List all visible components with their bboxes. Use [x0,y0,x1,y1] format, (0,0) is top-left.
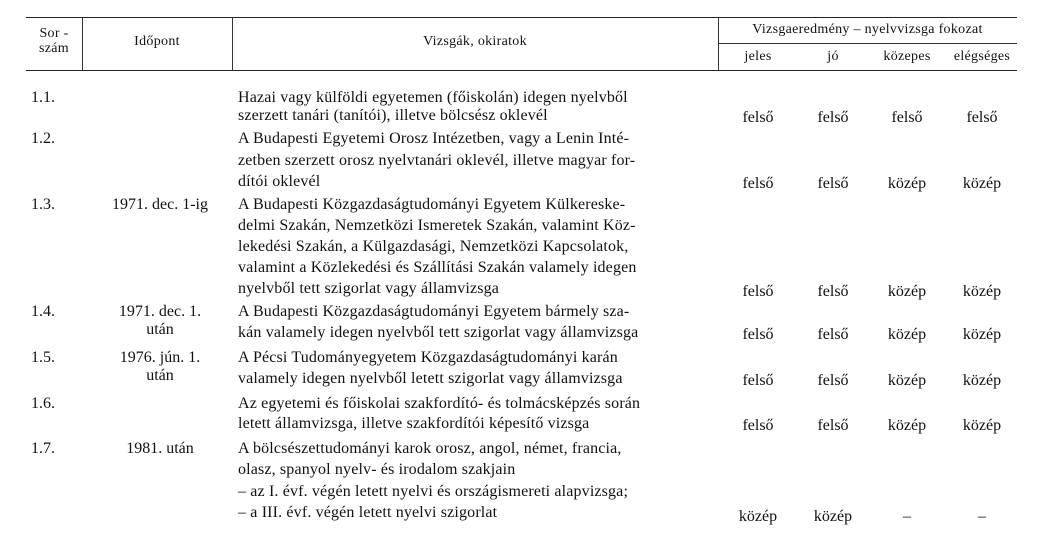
header-bottom-rule [26,70,1017,71]
grade-kozepes: közép [887,175,927,192]
table-top-rule [26,17,1017,18]
grade-kozepes: felső [891,109,923,126]
row-description: A Pécsi Tudományegyetem Közgazdaságtudományi karán [238,349,618,366]
row-description: delmi Szakán, Nemzetközi Ismeretek Szakán, valamint Köz- [238,217,636,234]
grade-jeles: felső [742,326,774,343]
row-date: 1971. dec. 1-ig [112,196,208,213]
header-grade-kozepes: közepes [883,49,931,64]
row-description: – a III. évf. végén letett nyelvi szigorlat [238,504,498,521]
header-result: Vizsgaeredmény – nyelvvizsga fokozat [752,22,983,37]
header-no-line1: Sor - [39,26,69,41]
row-description: valamint a Közlekedési és Szállítási Szakán valamely idegen [238,259,637,276]
grade-elegseges: – [978,508,986,525]
row-description: nyelvből tett szigorlat vagy államvizsga [238,280,500,297]
row-number: 1.3. [31,196,55,213]
row-date: után [146,367,174,384]
header-exams: Vizsgák, okiratok [423,34,527,49]
header-date: Időpont [134,34,180,49]
grade-jeles: felső [742,417,774,434]
grade-jeles: közép [738,508,778,525]
row-description: – az I. évf. végén letett nyelvi és országismereti alapvizsga; [238,483,629,500]
row-number: 1.4. [31,303,55,320]
grade-kozepes: közép [887,283,927,300]
row-description: lekedési Szakán, a Külgazdasági, Nemzetközi Kapcsolatok, [238,238,629,255]
row-date: után [146,321,174,338]
grade-jo: felső [817,175,849,192]
row-description: Hazai vagy külföldi egyetemen (főiskolán) idegen nyelvből [238,89,628,106]
grade-jeles: felső [742,372,774,389]
row-description: kán valamely idegen nyelvből tett szigorlat vagy államvizsga [238,324,639,341]
grade-jo: felső [817,372,849,389]
row-description: A Budapesti Egyetemi Orosz Intézetben, vagy a Lenin Inté- [238,130,630,147]
grade-elegseges: közép [962,372,1002,389]
grade-jo: felső [817,109,849,126]
row-date: 1981. után [126,440,194,457]
row-date: 1976. jún. 1. [119,349,201,366]
header-grade-jeles: jeles [744,49,772,64]
grade-kozepes: közép [887,372,927,389]
row-date: 1971. dec. 1. [118,303,202,320]
row-description: Az egyetemi és főiskolai szakfordító- és tolmácsképzés során [238,395,641,412]
row-description: letett államvizsga, illetve szakfordítói képesítő vizsga [238,415,590,432]
row-description: szerzett tanári (tanítói), illetve bölcsész oklevél [238,107,548,124]
grade-kozepes: közép [887,326,927,343]
row-description: A Budapesti Közgazdaságtudományi Egyetem Külkereske- [238,196,626,213]
grade-elegseges: közép [962,283,1002,300]
row-number: 1.1. [31,89,55,106]
grade-jo: közép [813,508,853,525]
grade-kozepes: közép [887,417,927,434]
row-description: valamely idegen nyelvből letett szigorlat vagy államvizsga [238,370,623,387]
header-grade-jo: jó [827,49,839,64]
row-description: zetben szerzett orosz nyelvtanári oklevél, illetve magyar for- [238,152,636,169]
grade-jo: felső [817,326,849,343]
row-description: A Budapesti Közgazdaságtudományi Egyetem bármely sza- [238,303,630,320]
grade-elegseges: közép [962,417,1002,434]
row-description: A bölcsészettudományi karok orosz, angol, német, francia, [238,440,622,457]
header-grade-elegseges: elégséges [953,49,1011,64]
grade-jeles: felső [742,109,774,126]
grade-jo: felső [817,283,849,300]
header-sub-rule [718,43,1017,44]
row-number: 1.7. [31,440,55,457]
row-number: 1.5. [31,349,55,366]
row-description: olasz, spanyol nyelv- és irodalom szakjain [238,461,516,478]
row-number: 1.2. [31,130,55,147]
grade-jeles: felső [742,175,774,192]
grade-jo: felső [817,417,849,434]
grade-kozepes: – [903,508,911,525]
row-description: dítói oklevél [238,173,321,190]
row-number: 1.6. [31,395,55,412]
grade-elegseges: felső [966,109,998,126]
header-no-line2: szám [39,41,69,56]
grade-elegseges: közép [962,326,1002,343]
grade-jeles: felső [742,283,774,300]
grade-elegseges: közép [962,175,1002,192]
